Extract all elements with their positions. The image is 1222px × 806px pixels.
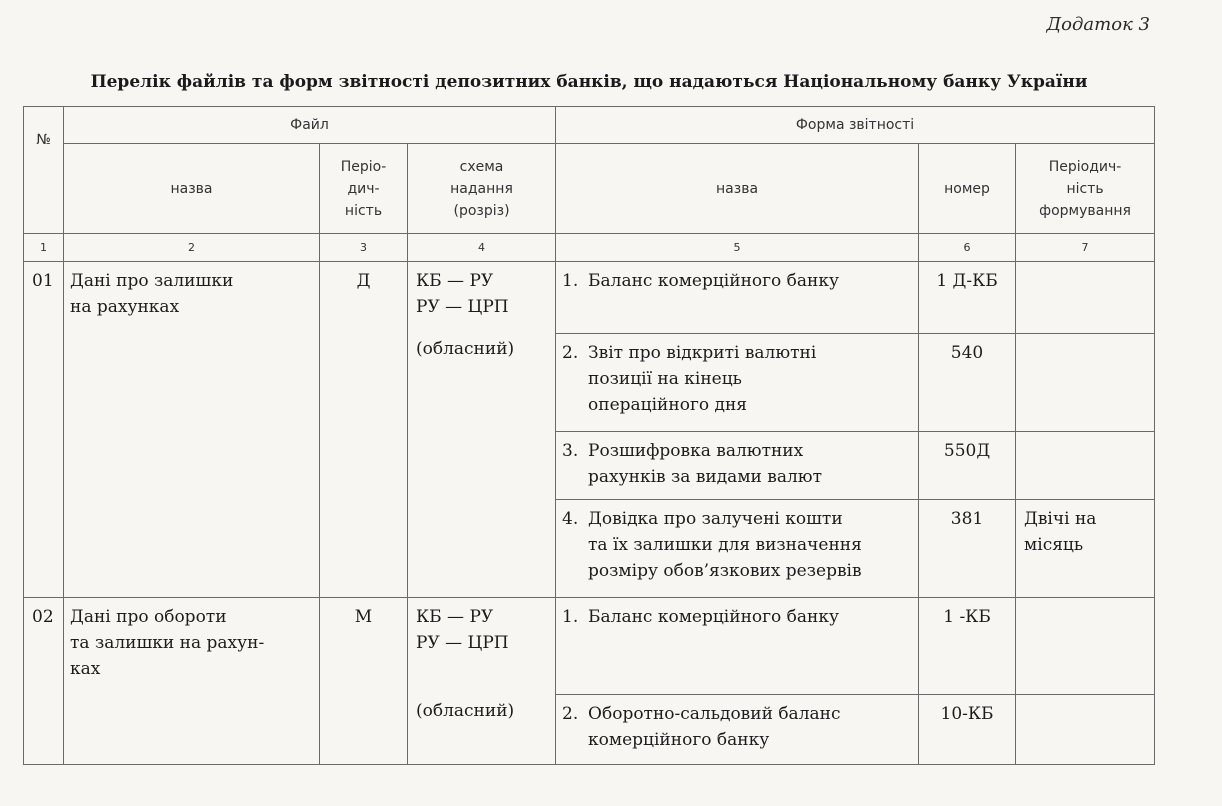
form-index: 2.	[562, 343, 579, 363]
header-file: Файл	[64, 107, 556, 144]
form-name-line: позиції на кінець	[588, 369, 742, 389]
file-scheme-line: РУ — ЦРП	[416, 297, 509, 317]
document-title	[0, 72, 1222, 92]
col-number: 2	[64, 234, 320, 262]
header-file-scheme	[408, 144, 556, 234]
form-name	[556, 432, 919, 500]
form-frequency	[1016, 262, 1155, 334]
file-scheme	[408, 262, 556, 598]
form-frequency	[1016, 334, 1155, 432]
file-name-line: Дані про залишки	[70, 271, 234, 291]
col-number: 5	[556, 234, 919, 262]
form-index: 2.	[562, 704, 579, 724]
header-form-name: назва	[556, 144, 919, 234]
form-index: 1.	[562, 607, 579, 627]
form-frequency	[1016, 598, 1155, 695]
file-name	[64, 598, 320, 765]
col-number: 6	[919, 234, 1016, 262]
file-name-line: Дані про обороти	[70, 607, 227, 627]
header-form: Форма звітності	[556, 107, 1155, 144]
col-number: 7	[1016, 234, 1155, 262]
form-name-line: операційного дня	[588, 395, 748, 415]
file-scheme-line: РУ — ЦРП	[416, 633, 509, 653]
header-file-period-line: ність	[344, 202, 383, 219]
form-name	[556, 695, 919, 765]
col-number: 3	[320, 234, 408, 262]
file-period: Д	[320, 262, 408, 598]
form-number: 10-КБ	[919, 695, 1016, 765]
col-number: 1	[24, 234, 64, 262]
header-file-period-line: дич-	[347, 180, 380, 197]
row-number: 01	[24, 262, 64, 598]
form-name-line: та їх залишки для визначення	[588, 535, 862, 555]
file-name	[64, 262, 320, 598]
form-number: 1 -КБ	[919, 598, 1016, 695]
file-name-line: та залишки на рахун-	[70, 633, 265, 653]
form-name-line: рахунків за видами валют	[588, 467, 822, 487]
appendix-label: Додаток 3	[1046, 14, 1150, 35]
col-number: 4	[408, 234, 556, 262]
form-number: 1 Д-КБ	[919, 262, 1016, 334]
form-name-line: Довідка про залучені кошти	[588, 509, 843, 529]
form-name-line: Баланс комерційного банку	[588, 607, 840, 627]
header-file-period	[320, 144, 408, 234]
file-scheme-line: (обласний)	[416, 339, 515, 359]
form-number: 550Д	[919, 432, 1016, 500]
header-file-period-line: Періо-	[340, 158, 387, 175]
form-index: 1.	[562, 271, 579, 291]
row-number: 02	[24, 598, 64, 765]
form-name	[556, 262, 919, 334]
header-row-numbers	[24, 234, 1155, 262]
file-scheme-line: (обласний)	[416, 701, 515, 721]
form-name-line: Баланс комерційного банку	[588, 271, 840, 291]
header-file-scheme-line: (розріз)	[453, 202, 510, 219]
header-form-period-line: Періодич-	[1048, 158, 1122, 175]
header-file-scheme-line: схема	[459, 158, 504, 175]
header-row-columns	[24, 144, 1155, 234]
form-name-line: Оборотно-сальдовий баланс	[588, 704, 841, 724]
header-form-period	[1016, 144, 1155, 234]
form-name-line: розміру обов’язкових резервів	[588, 561, 862, 581]
document-title-text: Перелік файлів та форм звітності депозитних банків, що надаються Національному банку України	[90, 72, 1088, 92]
header-no: №	[24, 107, 64, 234]
file-scheme-line: КБ — РУ	[416, 607, 494, 627]
reports-table	[23, 106, 1155, 765]
form-name-line: комерційного банку	[588, 730, 770, 750]
table-row	[24, 262, 1155, 334]
header-row-groups	[24, 107, 1155, 144]
form-number: 540	[919, 334, 1016, 432]
header-form-number: номер	[919, 144, 1016, 234]
file-period: М	[320, 598, 408, 765]
form-name	[556, 500, 919, 598]
form-number: 381	[919, 500, 1016, 598]
header-file-scheme-line: надання	[450, 180, 513, 197]
form-index: 4.	[562, 509, 579, 529]
file-scheme	[408, 598, 556, 765]
file-name-line: ках	[70, 659, 101, 679]
header-form-period-line: формування	[1039, 202, 1131, 219]
form-frequency	[1016, 695, 1155, 765]
table-row	[24, 598, 1155, 695]
header-form-period-line: ність	[1066, 180, 1104, 197]
file-name-line: на рахунках	[70, 297, 180, 317]
form-frequency: Двічі на місяць	[1016, 500, 1155, 598]
form-name	[556, 598, 919, 695]
header-file-name: назва	[64, 144, 320, 234]
form-index: 3.	[562, 441, 579, 461]
form-name-line: Звіт про відкриті валютні	[588, 343, 817, 363]
file-scheme-line: КБ — РУ	[416, 271, 494, 291]
form-frequency	[1016, 432, 1155, 500]
form-name-line: Розшифровка валютних	[588, 441, 804, 461]
form-name	[556, 334, 919, 432]
